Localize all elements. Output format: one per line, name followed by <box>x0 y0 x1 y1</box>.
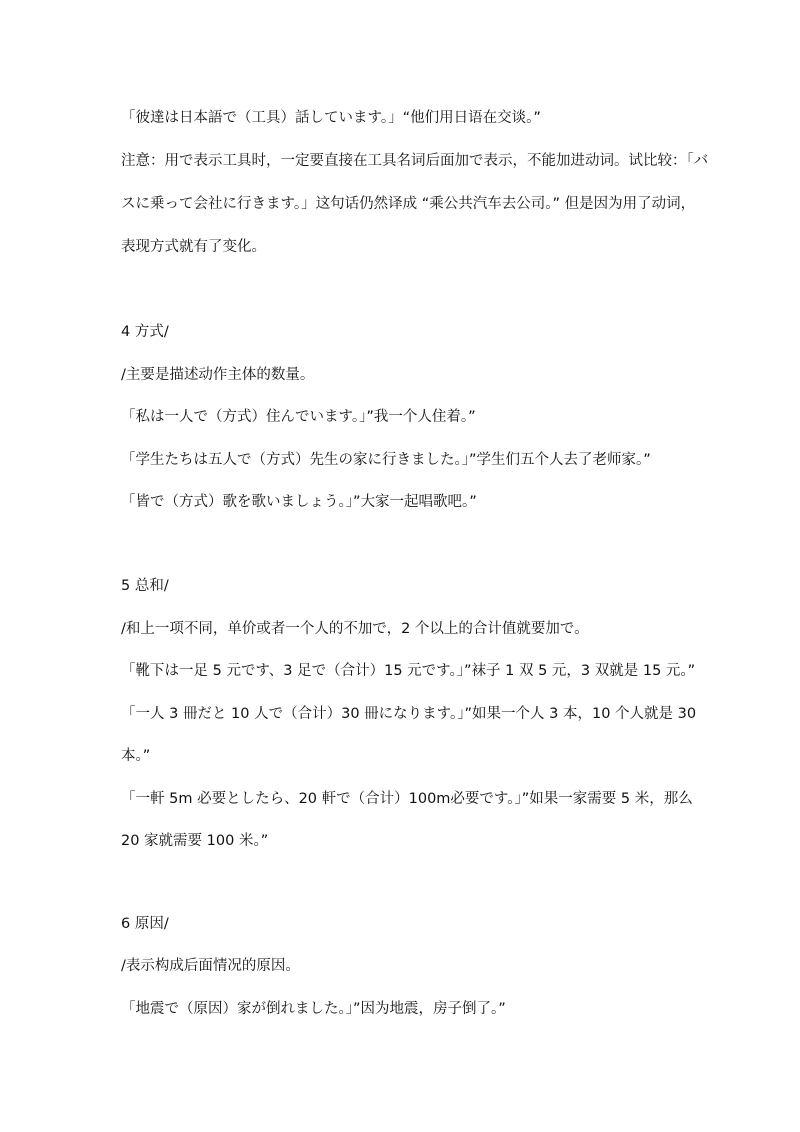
note-paragraph-line: 注意：用で表示工具时，一定要直接在工具名词后面加で表示，不能加进动词。试比较：「バ <box>121 153 709 169</box>
section-heading-cause: 6 原因/ <box>121 916 169 932</box>
section-heading-total: 5 总和/ <box>121 578 169 594</box>
section-description: /主要是描述动作主体的数量。 <box>121 367 315 383</box>
example-sentence: 「学生たちは五人で（方式）先生の家に行きました。」”学生们五个人去了老师家。” <box>121 452 651 468</box>
note-paragraph-line: スに乗って会社に行きます。」这句话仍然译成 “乘公共汽车去公司。” 但是因为用了动词， <box>121 196 696 212</box>
section-description: /表示构成后面情况的原因。 <box>121 958 300 974</box>
example-sentence: 「地震で（原因）家が倒れました。」”因为地震，房子倒了。” <box>121 1001 506 1017</box>
section-description: /和上一项不同，单价或者一个人的不加で，2 个以上的合计值就要加で。 <box>121 621 589 637</box>
example-sentence: 「皆で（方式）歌を歌いましょう。」”大家一起唱歌吧。” <box>121 494 477 510</box>
example-sentence-continuation: 20 家就需要 100 米。” <box>121 833 269 849</box>
example-sentence: 「一軒 5m 必要としたら、20 軒で（合计）100m必要です。」”如果一家需要 5 米，那么 <box>121 791 693 807</box>
example-sentence-continuation: 本。” <box>121 748 151 764</box>
example-sentence: 「一人 3 冊だと 10 人で（合计）30 冊になります。」”如果一个人 3 本，10 个人就是 30 <box>121 706 697 722</box>
example-sentence-tool: 「彼達は日本語で（工具）話しています。」“他们用日语在交谈。” <box>121 110 541 126</box>
note-paragraph-line: 表现方式就有了变化。 <box>121 239 266 255</box>
example-sentence: 「靴下は一足 5 元です、3 足で（合计）15 元です。」”袜子 1 双 5 元，3 双就是 15 元。” <box>121 663 696 679</box>
example-sentence: 「私は一人で（方式）住んでいます。」”我一个人住着。” <box>121 409 476 425</box>
section-heading-method: 4 方式/ <box>121 324 169 340</box>
